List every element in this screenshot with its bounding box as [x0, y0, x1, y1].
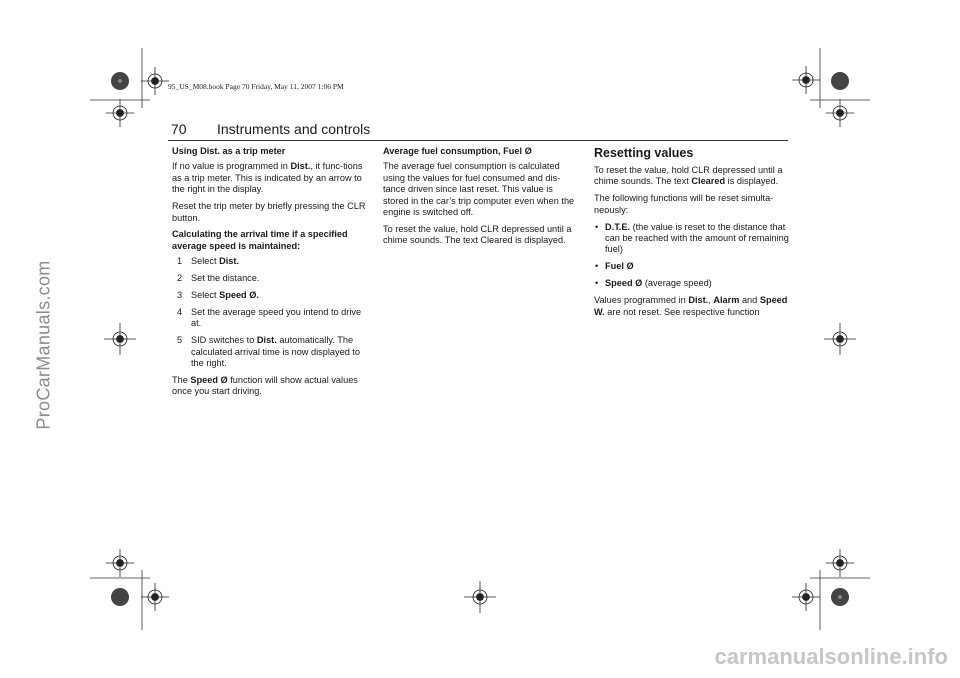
side-watermark: ProCarManuals.com — [33, 260, 54, 430]
paragraph — [172, 161, 372, 195]
list-item — [172, 290, 372, 301]
text-bold: Cleared — [691, 176, 726, 187]
text: , it func-tions as a trip meter. This is indicated by an arrow to the right in the display. — [172, 161, 363, 195]
header-rule — [168, 140, 788, 141]
text-bold: D.T.E. — [605, 221, 631, 232]
text-bold: Dist. — [688, 295, 709, 306]
text-bold: Speed Ø — [190, 375, 228, 385]
column-3 — [594, 146, 790, 323]
text: automatically. The calculated arrival time is now displayed to the right. — [191, 335, 361, 369]
footer-watermark: carmanualsonline.info — [714, 644, 948, 669]
section-title: Instruments and controls — [217, 121, 371, 137]
step-text — [187, 290, 372, 301]
registration-target — [106, 99, 134, 127]
column-2 — [383, 146, 579, 252]
paragraph: The following functions will be reset simulta-neously: — [594, 193, 774, 215]
step-text — [187, 273, 372, 284]
text: is displayed. — [725, 176, 779, 187]
registration-target — [824, 323, 856, 355]
bullet-icon: • — [595, 221, 599, 232]
paragraph — [172, 375, 372, 398]
text: (average speed) — [642, 278, 712, 289]
bullet-icon: • — [595, 261, 599, 272]
step-text — [187, 335, 372, 369]
text: , — [708, 295, 714, 306]
text: function will show actual values once you start driving. — [172, 375, 358, 397]
registration-disk — [831, 72, 849, 90]
paragraph — [594, 295, 790, 318]
text: are not reset. See respective function — [604, 306, 760, 317]
subheading-fuel: Average fuel consumption, Fuel Ø — [383, 146, 532, 156]
registration-target — [826, 549, 854, 577]
section-heading-resetting: Resetting values — [594, 146, 694, 160]
text-bold: Alarm — [713, 295, 740, 306]
text-bold: Fuel Ø — [605, 261, 634, 272]
text: Set the average speed you intend to drive at. — [191, 306, 362, 329]
step-text — [187, 256, 372, 267]
registration-target — [464, 581, 496, 613]
text-bold: Dist. — [219, 256, 240, 267]
list-item — [172, 273, 372, 284]
step-number: 4 — [177, 306, 183, 317]
bullet-text — [605, 261, 790, 272]
registration-target — [826, 99, 854, 127]
registration-target — [792, 66, 820, 94]
paragraph — [594, 165, 790, 188]
paragraph: To reset the value, hold CLR depressed until a chime sounds. The text Cleared is displayed. — [383, 223, 572, 246]
registration-disk — [111, 588, 129, 606]
text-bold: Dist. — [256, 335, 277, 346]
text: To reset the value, hold CLR depressed until a chime sounds. The text — [594, 165, 783, 187]
paragraph: Reset the trip meter by briefly pressing the CLR button. — [172, 201, 366, 223]
registration-target — [141, 583, 169, 611]
bullet-text — [605, 222, 790, 256]
text: and — [739, 295, 760, 306]
bullet-item — [594, 278, 790, 289]
registration-target — [104, 323, 136, 355]
subheading-arrival-time: Calculating the arrival time if a specified average speed is maintained: — [172, 229, 348, 251]
step-number: 2 — [177, 273, 183, 284]
list-item — [172, 307, 372, 330]
text: Select — [191, 290, 220, 301]
text-bold: Dist. — [290, 161, 311, 172]
bullet-text — [605, 278, 790, 289]
registration-target — [792, 583, 820, 611]
print-info: 95_US_M08.book Page 70 Friday, May 11, 2007 1:06 PM — [168, 82, 344, 91]
text: Set the distance. — [191, 273, 260, 284]
step-number: 3 — [177, 290, 183, 301]
page-number: 70 — [171, 121, 187, 137]
text: If no value is programmed in — [172, 161, 291, 172]
bullet-item — [594, 222, 790, 256]
column-1 — [172, 146, 372, 403]
text: SID switches to — [191, 335, 257, 346]
subheading-trip-meter: Using Dist. as a trip meter — [172, 146, 286, 156]
text-bold: Speed Ø. — [219, 290, 259, 301]
text: Select — [191, 256, 220, 267]
list-item — [172, 256, 372, 267]
text: The — [172, 375, 191, 385]
step-text — [187, 307, 372, 330]
step-number: 1 — [177, 256, 183, 267]
list-item — [172, 335, 372, 369]
registration-target — [141, 67, 169, 95]
text: Values programmed in — [594, 295, 689, 306]
text: (the value is reset to the distance that can be reached with the amount of remaining fuel) — [605, 221, 789, 255]
bullet-item — [594, 261, 790, 272]
registration-target — [106, 549, 134, 577]
step-number: 5 — [177, 335, 183, 346]
paragraph: The average fuel consumption is calculated using the values for fuel consumed and dis-tance driven since last reset. This value is stored in the car’s trip computer even when the engine is switched off. — [383, 161, 575, 218]
bullet-icon: • — [595, 278, 599, 289]
text-bold: Speed W. — [594, 295, 788, 317]
text-bold: Speed Ø — [605, 278, 643, 289]
